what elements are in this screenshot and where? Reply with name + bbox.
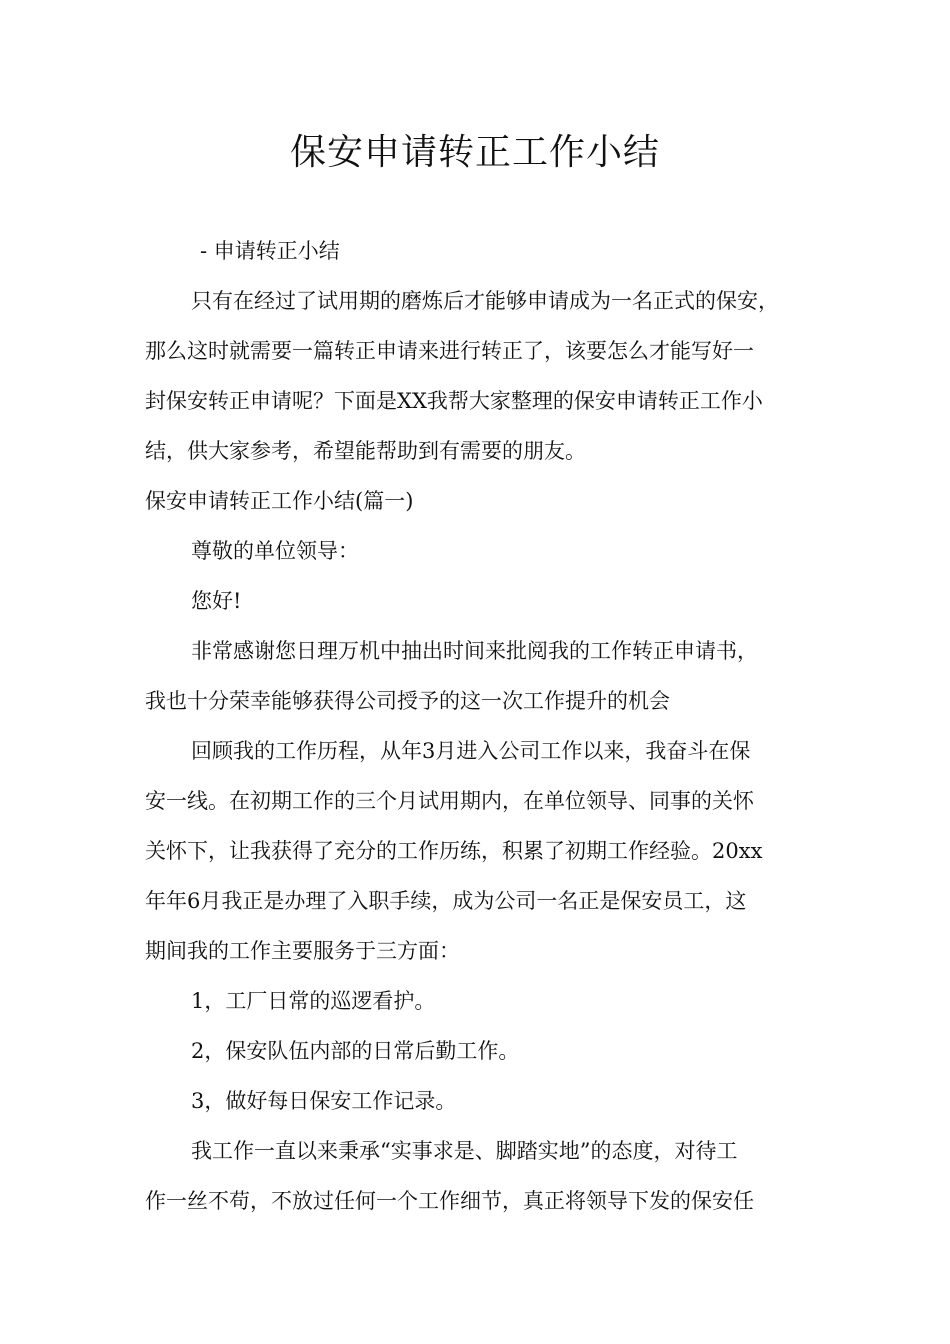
paragraph-line: 只有在经过了试用期的磨炼后才能够申请成为一名正式的保安， [191, 289, 779, 313]
paragraph-line: 年年6月我正是办理了入职手续，成为公司一名正是保安员工，这 [145, 889, 747, 913]
paragraph-line: 封保安转正申请呢？下面是XX我帮大家整理的保安申请转正工作小 [145, 389, 763, 413]
paragraph-line: 安一线。在初期工作的三个月试用期内，在单位领导、同事的关怀 [145, 789, 754, 813]
paragraph-line: 关怀下，让我获得了充分的工作历练，积累了初期工作经验。20xx [145, 839, 763, 863]
list-item: 2，保安队伍内部的日常后勤工作。 [191, 1039, 520, 1063]
list-item: 1，工厂日常的巡逻看护。 [191, 989, 436, 1013]
paragraph-line: 结，供大家参考，希望能帮助到有需要的朋友。 [145, 439, 586, 463]
section-heading: 保安申请转正工作小结(篇一) [145, 489, 414, 513]
section-subheading: - 申请转正小结 [200, 239, 340, 263]
paragraph-line: 我也十分荣幸能够获得公司授予的这一次工作提升的机会 [145, 689, 670, 713]
salutation: 尊敬的单位领导： [191, 539, 359, 563]
list-item: 3，做好每日保安工作记录。 [191, 1089, 457, 1113]
greeting: 您好! [191, 589, 242, 613]
paragraph-line: 非常感谢您日理万机中抽出时间来批阅我的工作转正申请书， [191, 639, 758, 663]
document-title: 保安申请转正工作小结 [289, 132, 660, 173]
paragraph-line: 我工作一直以来秉承“实事求是、脚踏实地”的态度，对待工 [191, 1139, 738, 1163]
paragraph-line: 作一丝不苟，不放过任何一个工作细节，真正将领导下发的保安任 [145, 1189, 754, 1213]
paragraph-line: 那么这时就需要一篇转正申请来进行转正了，该要怎么才能写好一 [145, 339, 754, 363]
paragraph-line: 期间我的工作主要服务于三方面： [145, 939, 460, 963]
paragraph-line: 回顾我的工作历程，从年3月进入公司工作以来，我奋斗在保 [191, 739, 751, 763]
